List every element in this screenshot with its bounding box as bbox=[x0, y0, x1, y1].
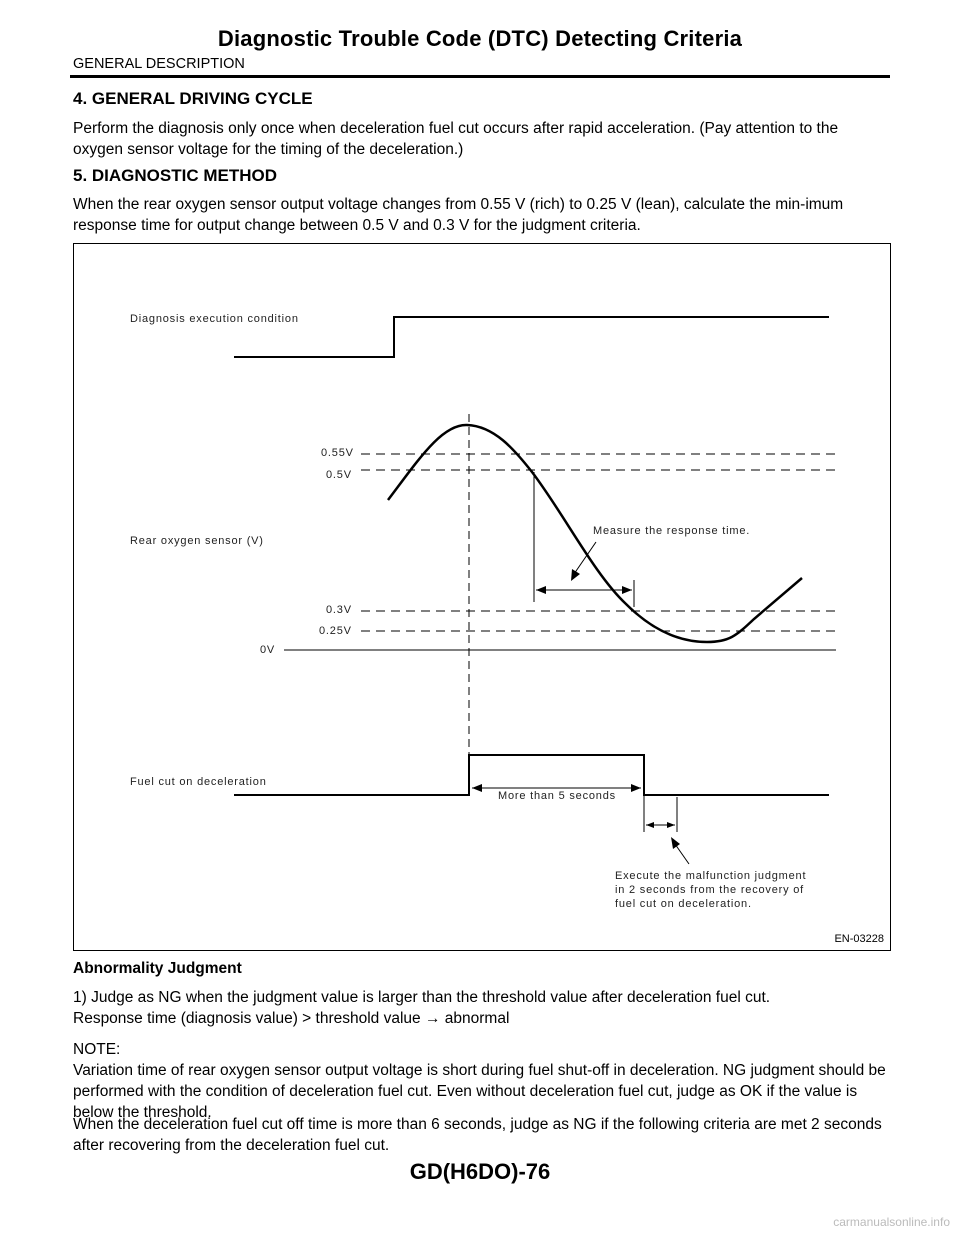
section-4-heading: 4. GENERAL DRIVING CYCLE bbox=[73, 89, 313, 108]
note-block bbox=[73, 1039, 887, 1123]
label-03v: 0.3V bbox=[326, 604, 352, 616]
judgment-heading-block bbox=[73, 958, 887, 979]
label-025v: 0.25V bbox=[319, 625, 352, 637]
section-5-heading: 5. DIAGNOSTIC METHOD bbox=[73, 166, 278, 185]
diagnosis-condition-signal bbox=[234, 317, 829, 357]
note-label: NOTE: bbox=[73, 1041, 121, 1058]
section-5-body bbox=[73, 194, 887, 236]
section-5-paragraph: When the rear oxygen sensor output voltage changes from 0.55 V (rich) to 0.25 V (lean), calculate the min-imum response time for output change between 0.5 V and 0.3 V for the judgment criteria. bbox=[73, 196, 844, 234]
execute-judgment-line-1: Execute the malfunction judgment bbox=[615, 870, 807, 882]
judgment-item-1-text: 1) Judge as NG when the judgment value is larger than the threshold value after deceleration fuel cut. bbox=[73, 989, 771, 1006]
judgment-item-1 bbox=[73, 987, 887, 1029]
execute-judgment-line-3: fuel cut on deceleration. bbox=[615, 898, 752, 910]
label-05v: 0.5V bbox=[326, 469, 352, 481]
measure-leader-arrow bbox=[571, 569, 580, 581]
label-055v: 0.55V bbox=[321, 447, 354, 459]
section-5 bbox=[73, 166, 887, 186]
page-subtitle: GENERAL DESCRIPTION bbox=[73, 56, 245, 72]
section-4 bbox=[73, 89, 887, 109]
timing-diagram bbox=[73, 243, 891, 951]
section-4-body bbox=[73, 118, 887, 160]
execute-judgment-line-2: in 2 seconds from the recovery of bbox=[615, 884, 805, 896]
five-second-arrow-left bbox=[472, 784, 482, 792]
response-arrow-left bbox=[536, 586, 546, 594]
measure-leader-line bbox=[574, 542, 596, 574]
judgment-heading: Abnormality Judgment bbox=[73, 960, 242, 977]
label-0v: 0V bbox=[260, 644, 276, 656]
execute-leader-line bbox=[675, 844, 689, 864]
page-title: Diagnostic Trouble Code (DTC) Detecting Criteria bbox=[217, 26, 743, 51]
final-paragraph: When the deceleration fuel cut off time is more than 6 seconds, judge as NG if the following criteria are met 2 seconds after recovering from the deceleration fuel cut. bbox=[73, 1116, 882, 1154]
final-paragraph-block bbox=[73, 1114, 887, 1156]
judgment-arrow-right bbox=[667, 822, 675, 828]
judgment-item-1-rule: Response time (diagnosis value) > threshold value → abnormal bbox=[73, 1010, 510, 1027]
figure-id: EN-03228 bbox=[834, 933, 884, 945]
diagnosis-condition-label: Diagnosis execution condition bbox=[130, 313, 299, 325]
fuel-cut-label: Fuel cut on deceleration bbox=[130, 776, 267, 788]
five-second-arrow-right bbox=[631, 784, 641, 792]
header-rule bbox=[70, 75, 890, 78]
watermark: carmanualsonline.info bbox=[833, 1215, 950, 1229]
note-text: Variation time of rear oxygen sensor output voltage is short during fuel shut-off in deceleration. NG judgment should be performed with the condition of deceleration fuel cut. Even without deceleration fuel cut, judge as OK if the value is below the threshold. bbox=[73, 1062, 886, 1121]
response-arrow-right bbox=[622, 586, 632, 594]
section-4-paragraph: Perform the diagnosis only once when deceleration fuel cut occurs after rapid acceleration. (Pay attention to the oxygen sensor voltage for the timing of the deceleration.) bbox=[73, 120, 839, 158]
fuel-cut-signal bbox=[234, 755, 829, 795]
judgment-arrow-left bbox=[646, 822, 654, 828]
measure-response-label: Measure the response time. bbox=[593, 525, 751, 537]
timing-diagram-svg bbox=[74, 244, 892, 952]
execute-leader-arrow bbox=[671, 837, 680, 849]
more-than-5-seconds-label: More than 5 seconds bbox=[498, 790, 616, 802]
page-number: GD(H6DO)-76 bbox=[409, 1159, 551, 1184]
rear-oxygen-sensor-label: Rear oxygen sensor (V) bbox=[130, 535, 264, 547]
